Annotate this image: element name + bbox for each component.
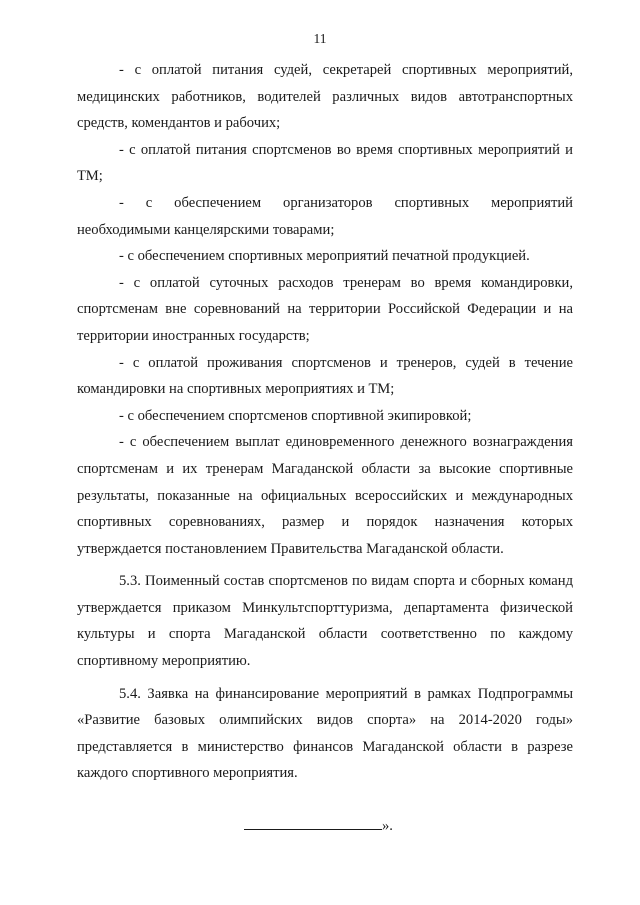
list-item: - с обеспечением организаторов спортивных мероприятий необходимыми канцелярскими товарами; (77, 194, 573, 238)
list-item: - с обеспечением спортивных мероприятий печатной продукцией. (119, 248, 530, 265)
list-item: - с обеспечением спортсменов спортивной экипировкой; (119, 407, 472, 424)
list-item: - с оплатой проживания спортсменов и тренеров, судей в течение командировки на спортивных мероприятиях и ТМ; (77, 354, 573, 398)
list-item: - с оплатой питания спортсменов во время спортивных мероприятий и ТМ; (77, 141, 573, 185)
section-5-3: 5.3. Поименный состав спортсменов по видам спорта и сборных команд утверждается приказом Минкультспорттуризма, департамента физической культуры и спорта Магаданской области соответственно по каждому спортивному мероприятию. (77, 573, 573, 670)
page-number: 11 (313, 31, 327, 46)
closing-quote-mark: ». (382, 818, 393, 834)
closing-rule (244, 813, 382, 830)
list-item: - с оплатой суточных расходов тренерам во время командировки, спортсменам вне соревнований на территории Российской Федерации и на территории иностранных государств; (77, 274, 573, 344)
list-item: - с обеспечением выплат единовременного денежного вознаграждения спортсменам и их тренерам Магаданской области за высокие спортивные результаты, показанные на официальных всероссийских и международных спортивных соревнованиях, размер и порядок назначения которых утверждается постановлением Правительства Магаданской области. (77, 434, 573, 557)
closing-line (244, 813, 393, 839)
section-5-4: 5.4. Заявка на финансирование мероприятий в рамках Подпрограммы «Развитие базовых олимпийских видов спорта» на 2014-2020 годы» представляется в министерство финансов Магаданской области в разрезе каждого спортивного мероприятия. (77, 685, 573, 782)
document-body (77, 57, 573, 787)
list-item: - с оплатой питания судей, секретарей спортивных мероприятий, медицинских работников, водителей различных видов автотранспортных средств, комендантов и рабочих; (77, 62, 573, 132)
